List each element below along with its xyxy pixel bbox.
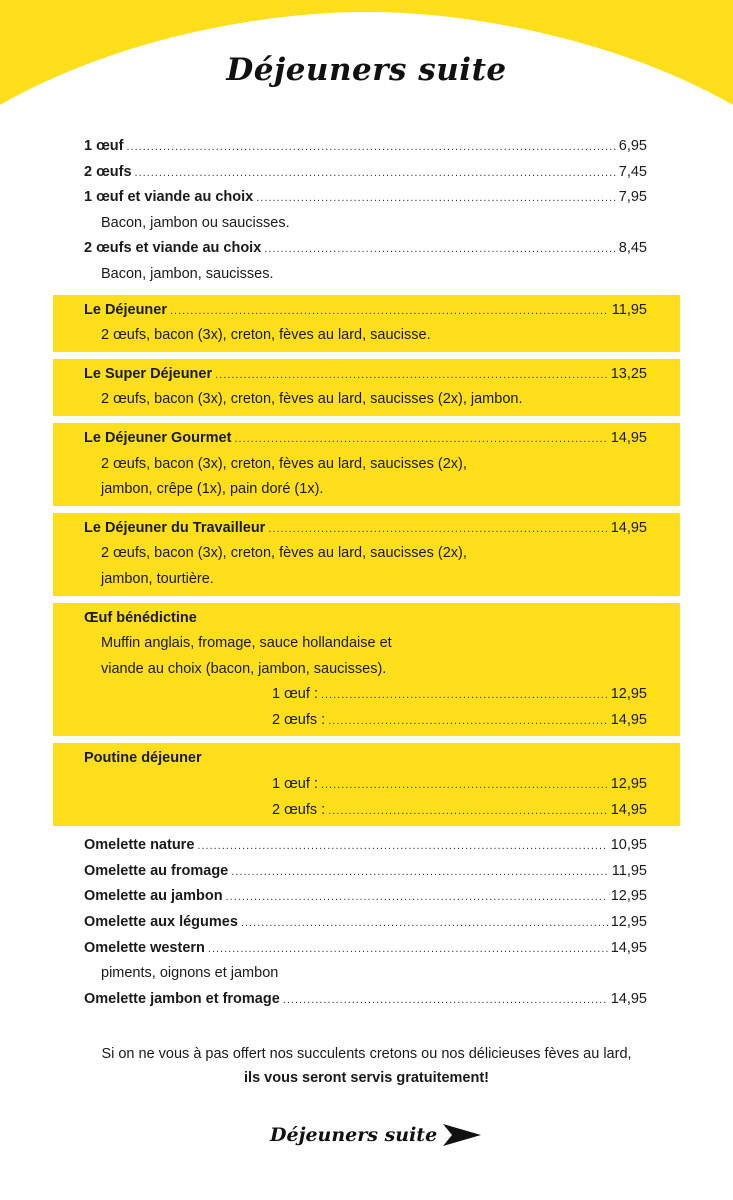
item-name: Omelette au fromage	[84, 862, 229, 879]
item-price: 12,95	[610, 914, 647, 931]
menu-item	[84, 160, 647, 186]
item-price: 10,95	[610, 837, 647, 854]
item-price: 14,95	[610, 429, 647, 446]
item-name: Omelette jambon et fromage	[84, 990, 280, 1007]
leader-dots	[231, 860, 609, 886]
leader-dots	[321, 683, 608, 709]
item-description: 2 œufs, bacon (3x), creton, fèves au lard, saucisses (2x),	[101, 455, 467, 472]
item-price: 11,95	[611, 301, 647, 318]
item-description: 2 œufs, bacon (3x), creton, fèves au lard, saucisses (2x),	[101, 545, 467, 562]
item-price: 11,95	[611, 862, 647, 879]
menu-item	[84, 859, 647, 885]
item-name: Omelette nature	[84, 837, 195, 854]
menu-item	[84, 910, 647, 936]
item-description: viande au choix (bacon, jambon, saucisses).	[101, 660, 387, 677]
menu-item	[84, 606, 647, 632]
leader-dots	[226, 885, 608, 911]
menu-item	[84, 987, 647, 1013]
next-page-link[interactable]	[270, 1120, 481, 1150]
item-description: jambon, tourtière.	[101, 570, 214, 587]
item-price: 12,95	[610, 888, 647, 905]
note-line: Si on ne vous à pas offert nos succulents cretons ou nos délicieuses fèves au lard,	[101, 1046, 632, 1062]
menu-item	[84, 936, 647, 962]
item-description: Muffin anglais, fromage, sauce hollandaise et	[101, 635, 392, 652]
item-name: 1 œuf et viande au choix	[84, 189, 254, 206]
menu-item	[84, 884, 647, 910]
featured-block	[53, 359, 680, 416]
item-name: Omelette au jambon	[84, 888, 223, 905]
item-price: 7,45	[618, 163, 647, 180]
leader-dots	[208, 937, 608, 963]
leader-dots	[328, 709, 608, 735]
option-label: 1 œuf :	[272, 776, 318, 793]
option-label: 1 œuf :	[272, 686, 318, 703]
menu-item	[84, 362, 647, 388]
item-price: 14,95	[610, 801, 647, 818]
price-option	[272, 798, 647, 824]
leader-dots	[328, 799, 608, 825]
item-description: Bacon, jambon, saucisses.	[101, 265, 274, 282]
featured-block	[53, 513, 680, 596]
item-name: Le Déjeuner Gourmet	[84, 429, 232, 446]
page-title: Déjeuners suite	[226, 52, 507, 88]
item-name: 2 œufs	[84, 163, 132, 180]
item-price: 14,95	[610, 990, 647, 1007]
option-label: 2 œufs :	[272, 711, 326, 728]
leader-dots	[126, 135, 615, 161]
price-option	[272, 772, 647, 798]
price-option	[272, 708, 647, 734]
item-name: 2 œufs et viande au choix	[84, 240, 262, 257]
item-price: 14,95	[610, 711, 647, 728]
featured-block	[53, 295, 680, 352]
item-price: 6,95	[618, 138, 647, 154]
option-label: 2 œufs :	[272, 801, 326, 818]
item-price: 7,95	[618, 189, 647, 206]
item-name: Le Déjeuner	[84, 301, 167, 318]
item-price: 13,25	[610, 365, 647, 382]
next-page-label: Déjeuners suite	[270, 1124, 438, 1146]
menu-item	[84, 833, 647, 859]
menu-item	[84, 298, 647, 324]
leader-dots	[321, 773, 608, 799]
leader-dots	[234, 427, 607, 453]
item-price: 14,95	[610, 519, 647, 536]
menu-items	[0, 134, 733, 1012]
item-description: Bacon, jambon ou saucisses.	[101, 214, 290, 231]
item-name: Poutine déjeuner	[84, 750, 202, 767]
menu-item	[84, 426, 647, 452]
menu-item	[84, 134, 647, 160]
item-price: 8,45	[618, 240, 647, 257]
leader-dots	[283, 988, 608, 1014]
menu-item	[84, 746, 647, 772]
item-name: Le Super Déjeuner	[84, 365, 213, 382]
leader-dots	[170, 299, 609, 325]
item-description: jambon, crêpe (1x), pain doré (1x).	[101, 481, 324, 498]
arrow-right-icon	[443, 1122, 481, 1148]
leader-dots	[256, 186, 616, 212]
note-emphasis: ils vous seront servis gratuitement!	[244, 1070, 489, 1086]
leader-dots	[215, 363, 608, 389]
leader-dots	[268, 517, 607, 543]
free-sides-note	[0, 1042, 733, 1090]
item-description: 2 œufs, bacon (3x), creton, fèves au lard, saucisse.	[101, 327, 431, 344]
item-name: 1 œuf	[84, 138, 124, 154]
featured-block	[53, 423, 680, 506]
leader-dots	[264, 237, 616, 263]
item-price: 12,95	[610, 776, 647, 793]
leader-dots	[197, 834, 607, 860]
item-description: piments, oignons et jambon	[101, 965, 279, 982]
price-option	[272, 682, 647, 708]
item-name: Le Déjeuner du Travailleur	[84, 519, 266, 536]
item-name: Œuf bénédictine	[84, 609, 197, 626]
menu-item	[84, 185, 647, 211]
item-name: Omelette western	[84, 939, 205, 956]
item-price: 12,95	[610, 686, 647, 703]
menu-item	[84, 516, 647, 542]
menu-item	[84, 236, 647, 262]
item-description: 2 œufs, bacon (3x), creton, fèves au lard, saucisses (2x), jambon.	[101, 391, 523, 408]
item-name: Omelette aux légumes	[84, 914, 238, 931]
leader-dots	[135, 161, 616, 187]
featured-block	[53, 743, 680, 826]
leader-dots	[241, 911, 608, 937]
featured-block	[53, 603, 680, 737]
item-price: 14,95	[610, 939, 647, 956]
